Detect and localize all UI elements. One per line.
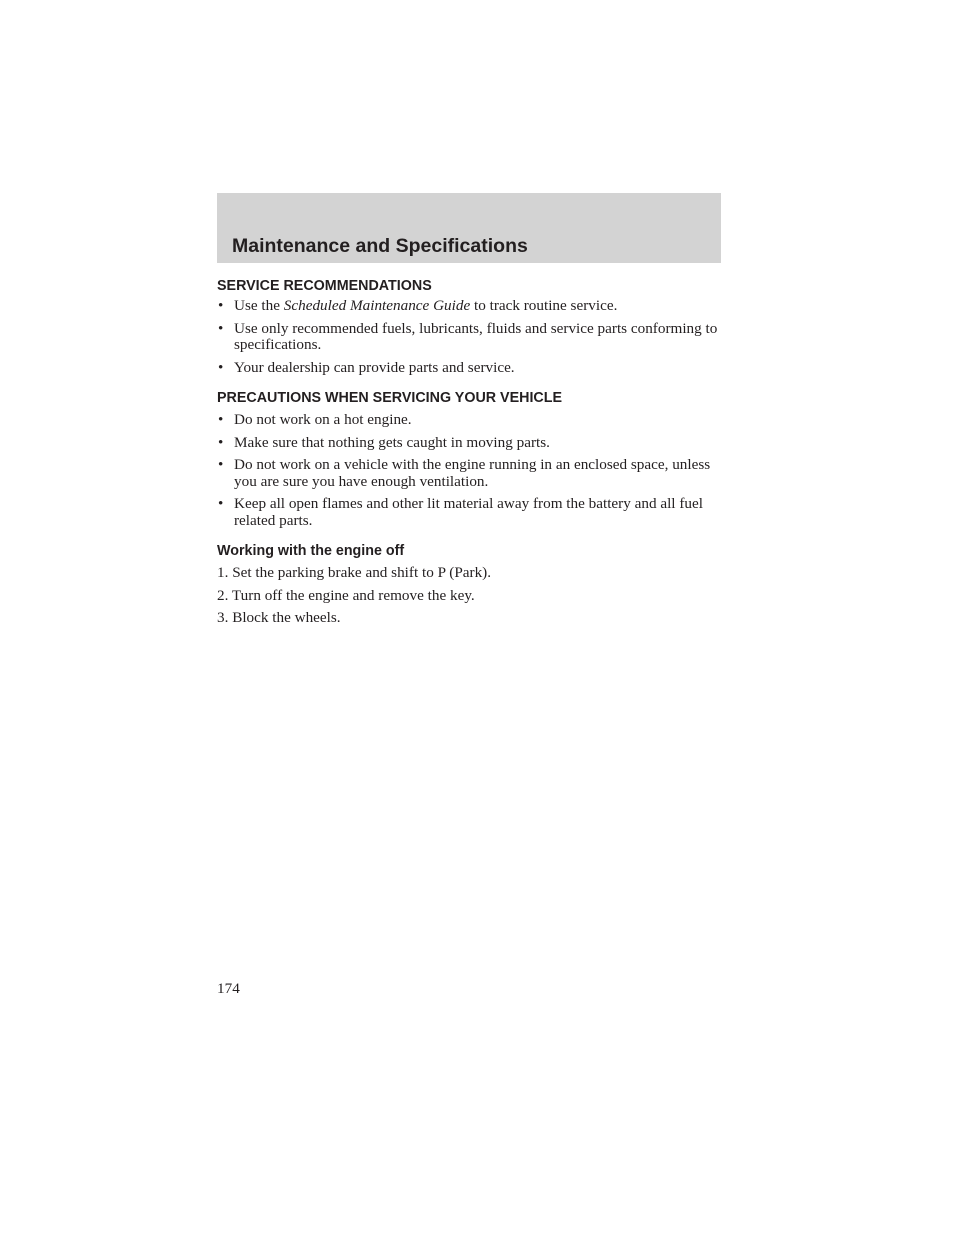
step-text: Turn off the engine and remove the key. xyxy=(231,586,475,604)
step-item xyxy=(217,588,721,605)
step-number: 3. xyxy=(217,609,229,626)
list-item-text: Do not work on a hot engine. xyxy=(234,411,412,428)
list-item-text: Your dealership can provide parts and service. xyxy=(234,358,515,376)
section-heading-precautions: PRECAUTIONS WHEN SERVICING YOUR VEHICLE xyxy=(217,390,563,406)
bullet-icon: • xyxy=(218,411,224,428)
list-item-text: Use only recommended fuels, lubricants, fluids and service parts conforming to specifications. xyxy=(234,319,718,353)
page-content xyxy=(217,276,721,627)
list-item xyxy=(217,298,721,315)
list-item-text: Do not work on a vehicle with the engine running in an enclosed space, unless you are sure you have enough ventilation. xyxy=(234,456,711,490)
chapter-header-band xyxy=(217,193,721,263)
bullet-icon: • xyxy=(218,495,224,512)
list-item-text: Make sure that nothing gets caught in moving parts. xyxy=(234,433,550,451)
bullet-icon: • xyxy=(218,456,224,473)
precautions-list xyxy=(217,412,721,529)
list-item xyxy=(217,412,721,429)
service-recommendations-list xyxy=(217,298,721,376)
step-text: Block the wheels. xyxy=(232,609,341,626)
engine-off-steps xyxy=(217,565,721,627)
list-item-text-after: to track routine service. xyxy=(470,297,618,314)
step-text: Set the parking brake and shift to P (Park). xyxy=(232,564,492,581)
list-item xyxy=(217,360,721,377)
step-number: 1. xyxy=(217,564,229,581)
bullet-icon: • xyxy=(218,358,224,376)
bullet-icon: • xyxy=(218,433,224,451)
section-heading-service-recommendations: SERVICE RECOMMENDATIONS xyxy=(217,278,432,294)
list-item xyxy=(217,457,721,490)
list-item xyxy=(217,321,721,354)
list-item xyxy=(217,435,721,452)
sub-heading-engine-off: Working with the engine off xyxy=(217,543,405,559)
step-item xyxy=(217,610,721,627)
list-item xyxy=(217,496,721,529)
bullet-icon: • xyxy=(218,297,224,314)
chapter-title: Maintenance and Specifications xyxy=(232,235,528,257)
list-item-text-before: Use the xyxy=(234,297,284,314)
page-number: 174 xyxy=(217,980,240,997)
bullet-icon: • xyxy=(218,319,224,337)
step-item xyxy=(217,565,721,582)
list-item-text: Keep all open flames and other lit material away from the battery and all fuel related parts. xyxy=(234,495,703,529)
step-number: 2. xyxy=(217,586,229,604)
guide-title: Scheduled Maintenance Guide xyxy=(283,297,471,314)
